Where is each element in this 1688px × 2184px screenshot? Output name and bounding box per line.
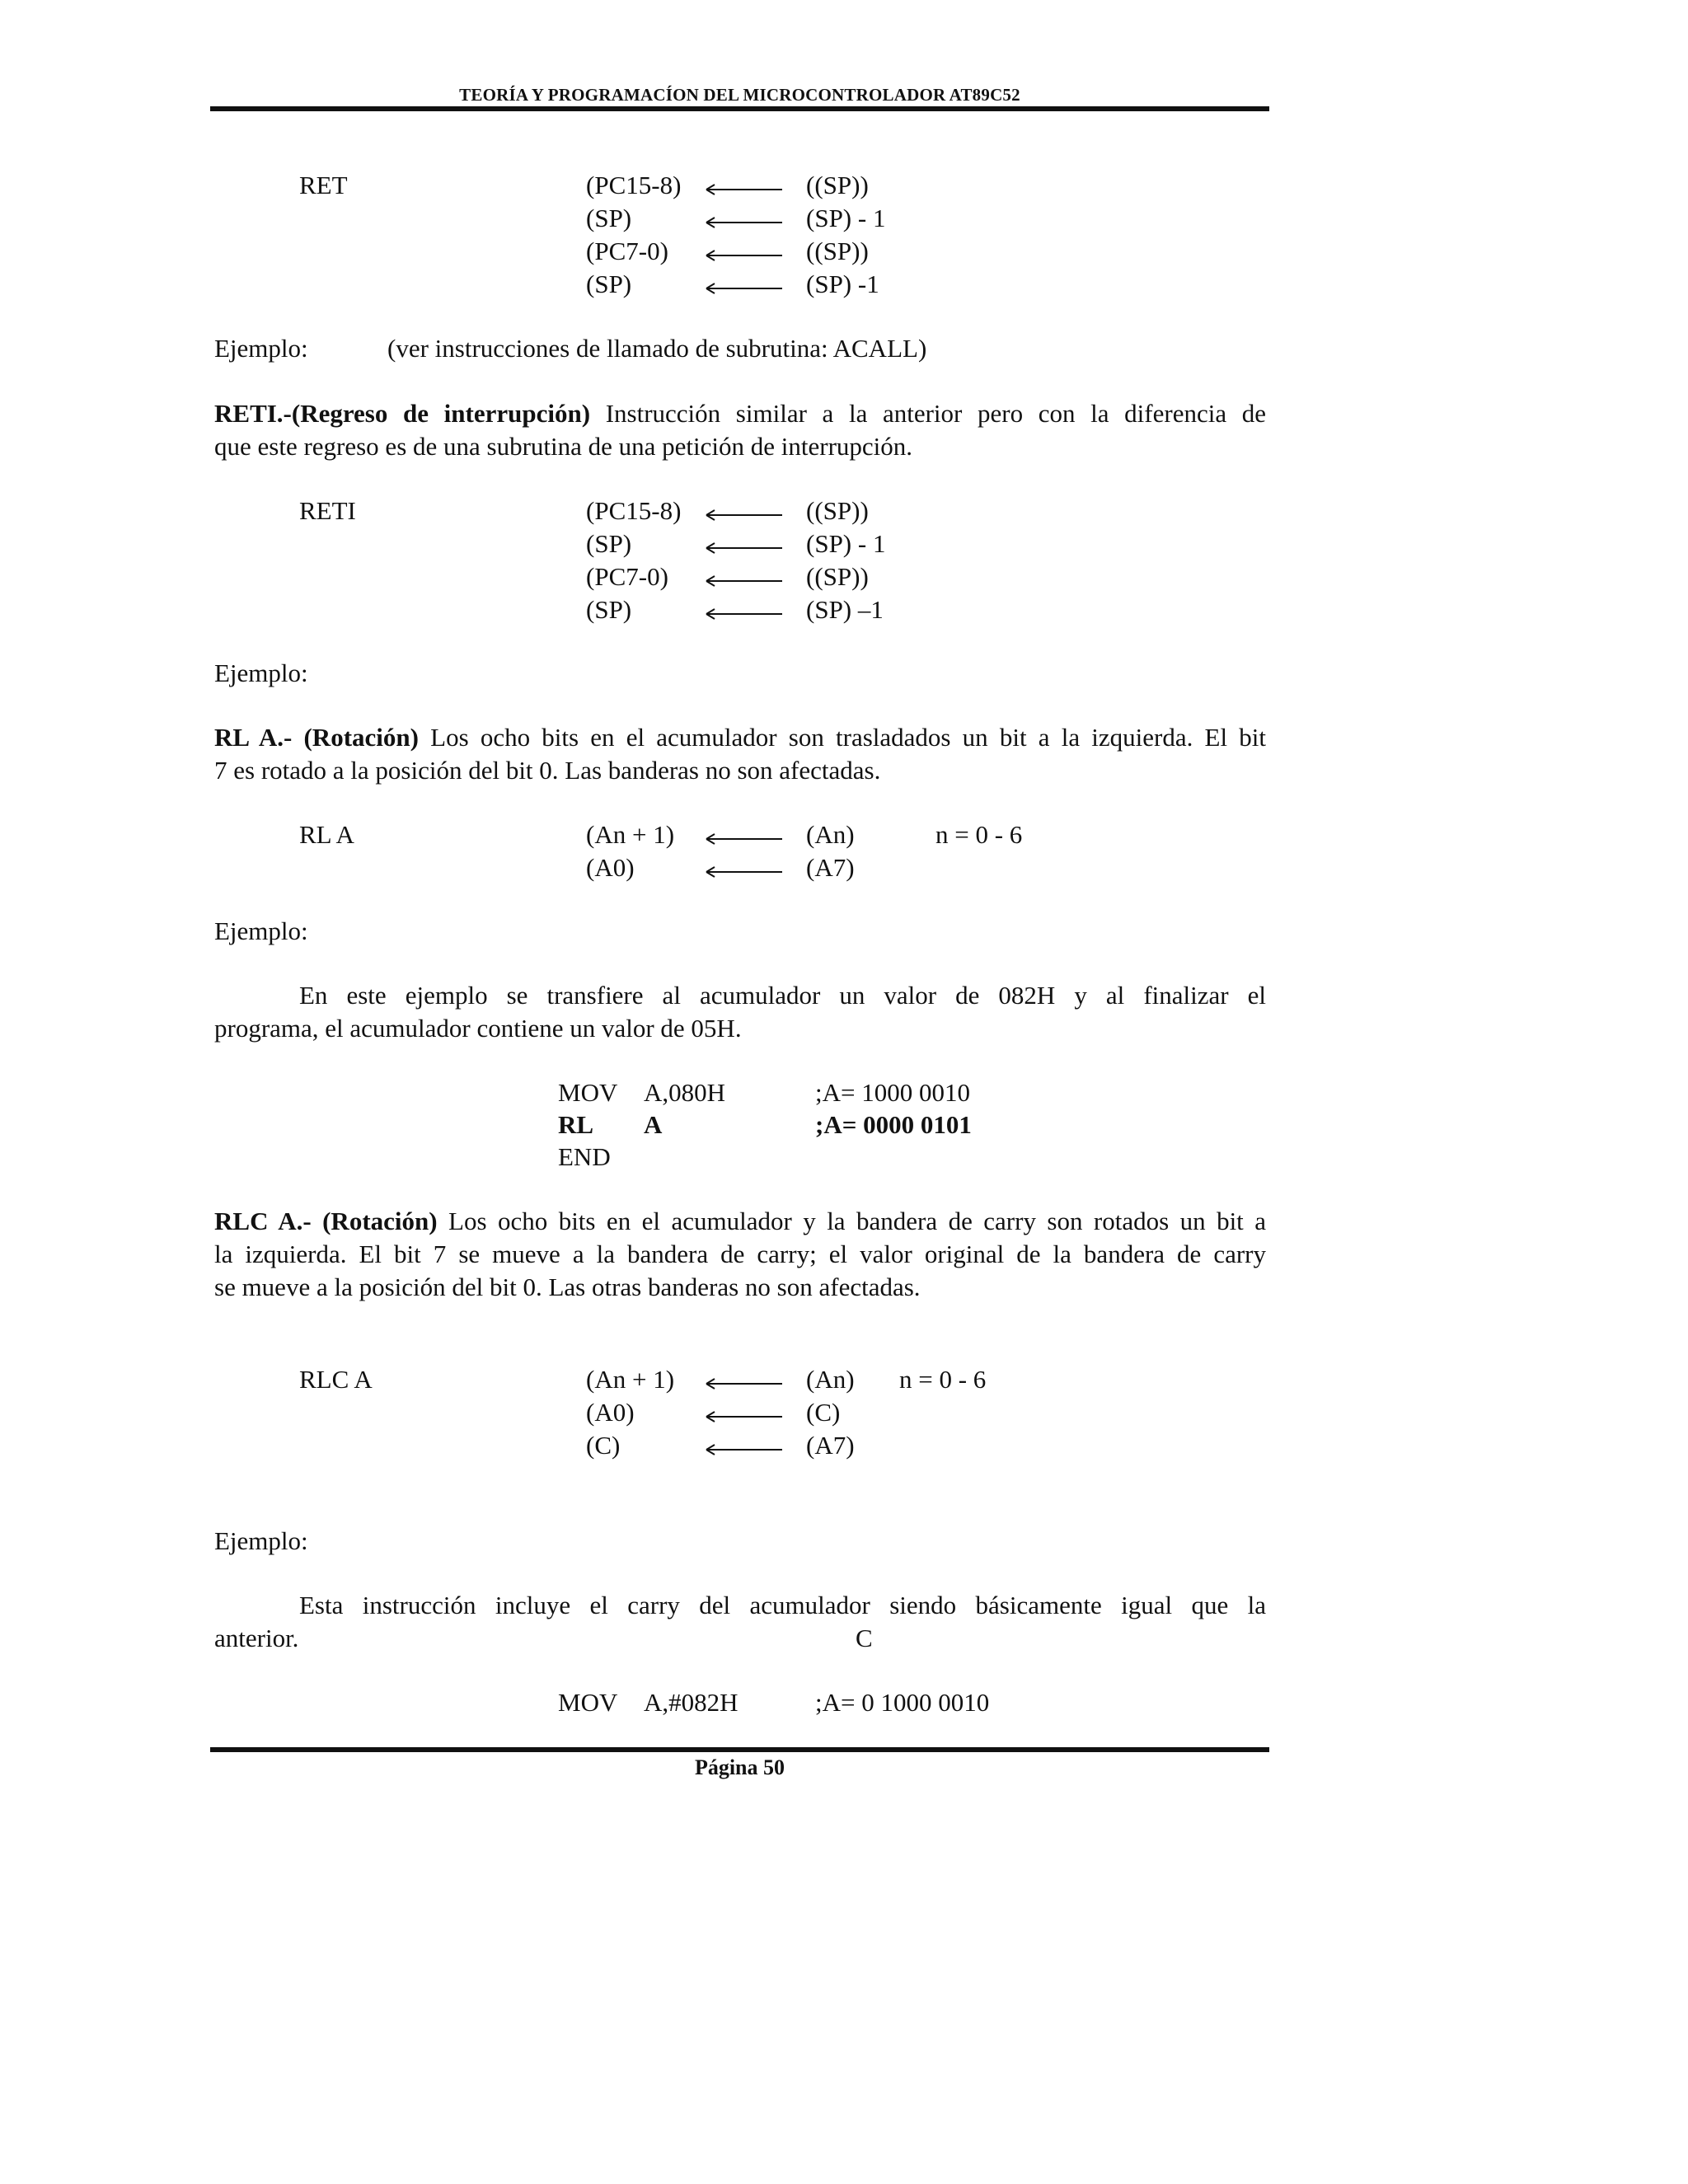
header-rule bbox=[210, 106, 1269, 111]
rlc-description bbox=[214, 1205, 1266, 1304]
rl-example-line2: programa, el acumulador contiene un valor de 05H. bbox=[214, 1014, 742, 1043]
left-arrow-icon bbox=[705, 833, 784, 845]
left-arrow-icon bbox=[705, 866, 784, 878]
reti-op-dest: (SP) bbox=[586, 595, 632, 624]
left-arrow-icon bbox=[705, 283, 784, 294]
running-header: TEORÍA Y PROGRAMACÍON DEL MICROCONTROLADOR AT89C52 bbox=[459, 85, 1020, 105]
rl-title: RL A.- (Rotación) bbox=[214, 723, 419, 752]
rl-example-label: Ejemplo: bbox=[214, 916, 308, 945]
left-arrow-icon bbox=[705, 542, 784, 554]
reti-op-src: ((SP)) bbox=[806, 562, 869, 591]
rlc-op-src: (C) bbox=[806, 1398, 841, 1427]
rlc-op-note: n = 0 - 6 bbox=[899, 1365, 987, 1394]
code-op: END bbox=[558, 1142, 611, 1171]
code-comment: ;A= 1000 0010 bbox=[815, 1078, 970, 1107]
code-arg: A,#082H bbox=[644, 1688, 738, 1717]
ret-op-dest: (PC15-8) bbox=[586, 171, 682, 199]
ret-example-text: (ver instrucciones de llamado de subrutina: ACALL) bbox=[387, 334, 927, 363]
ret-op-dest: (SP) bbox=[586, 269, 632, 298]
reti-op-dest: (PC15-8) bbox=[586, 496, 682, 525]
rlc-op-dest: (An + 1) bbox=[586, 1365, 675, 1394]
code-op: MOV bbox=[558, 1688, 618, 1717]
footer-rule bbox=[210, 1747, 1269, 1752]
rl-desc-line2: 7 es rotado a la posición del bit 0. Las banderas no son afectadas. bbox=[214, 756, 881, 785]
rlc-mnemonic: RLC A bbox=[299, 1365, 373, 1394]
rlc-example-line2: anterior. bbox=[214, 1624, 299, 1652]
code-arg: A bbox=[644, 1110, 663, 1139]
code-comment: ;A= 0 1000 0010 bbox=[815, 1688, 990, 1717]
rlc-desc-line1: Los ocho bits en el acumulador y la bandera de carry son rotados un bit a bbox=[437, 1207, 1266, 1235]
ret-op-src: ((SP)) bbox=[806, 237, 869, 265]
rlc-op-src: (An) bbox=[806, 1365, 855, 1394]
rlc-example-line1: Esta instrucción incluye el carry del acumulador siendo básicamente igual que la bbox=[299, 1591, 1266, 1619]
ret-example-label: Ejemplo: bbox=[214, 334, 308, 363]
rlc-op-dest: (C) bbox=[586, 1431, 621, 1460]
ret-op-src: ((SP)) bbox=[806, 171, 869, 199]
ret-op-dest: (PC7-0) bbox=[586, 237, 668, 265]
ret-op-dest: (SP) bbox=[586, 204, 632, 232]
reti-mnemonic: RETI bbox=[299, 496, 356, 525]
rl-example-line1: En este ejemplo se transfiere al acumulador un valor de 082H y al finalizar el bbox=[299, 981, 1266, 1010]
left-arrow-icon bbox=[705, 1378, 784, 1390]
code-op: RL bbox=[558, 1110, 594, 1139]
rl-op-src: (An) bbox=[806, 820, 855, 849]
rlc-op-dest: (A0) bbox=[586, 1398, 635, 1427]
ret-mnemonic: RET bbox=[299, 171, 348, 199]
reti-op-dest: (PC7-0) bbox=[586, 562, 668, 591]
rlc-desc-line3: se mueve a la posición del bit 0. Las otras banderas no son afectadas. bbox=[214, 1272, 921, 1301]
carry-mark: C bbox=[856, 1624, 873, 1652]
reti-title: RETI.-(Regreso de interrupción) bbox=[214, 399, 591, 428]
rlc-desc-line2: la izquierda. El bit 7 se mueve a la bandera de carry; el valor original de la bandera de carry bbox=[214, 1240, 1266, 1268]
rlc-example-paragraph bbox=[214, 1589, 1266, 1655]
rl-example-paragraph bbox=[214, 979, 1266, 1045]
rlc-example-label: Ejemplo: bbox=[214, 1526, 308, 1555]
left-arrow-icon bbox=[705, 1444, 784, 1455]
reti-op-src: ((SP)) bbox=[806, 496, 869, 525]
rl-op-note: n = 0 - 6 bbox=[935, 820, 1023, 849]
reti-example-label: Ejemplo: bbox=[214, 658, 308, 687]
rl-op-dest: (An + 1) bbox=[586, 820, 675, 849]
rl-description bbox=[214, 721, 1266, 787]
reti-desc-line1: Instrucción similar a la anterior pero con la diferencia de bbox=[590, 399, 1266, 428]
left-arrow-icon bbox=[705, 608, 784, 620]
ret-op-src: (SP) - 1 bbox=[806, 204, 886, 232]
left-arrow-icon bbox=[705, 509, 784, 521]
rl-mnemonic: RL A bbox=[299, 820, 354, 849]
rl-desc-line1: Los ocho bits en el acumulador son trasladados un bit a la izquierda. El bit bbox=[418, 723, 1266, 752]
reti-desc-line2: que este regreso es de una subrutina de una petición de interrupción. bbox=[214, 432, 913, 461]
rlc-op-src: (A7) bbox=[806, 1431, 855, 1460]
left-arrow-icon bbox=[705, 575, 784, 587]
page-number: Página 50 bbox=[694, 1755, 785, 1779]
left-arrow-icon bbox=[705, 217, 784, 228]
reti-op-src: (SP) - 1 bbox=[806, 529, 886, 558]
ret-op-src: (SP) -1 bbox=[806, 269, 879, 298]
left-arrow-icon bbox=[705, 250, 784, 261]
code-op: MOV bbox=[558, 1078, 618, 1107]
rl-op-dest: (A0) bbox=[586, 853, 635, 882]
reti-op-src: (SP) –1 bbox=[806, 595, 884, 624]
left-arrow-icon bbox=[705, 184, 784, 195]
reti-description bbox=[214, 397, 1266, 463]
reti-op-dest: (SP) bbox=[586, 529, 632, 558]
rl-op-src: (A7) bbox=[806, 853, 855, 882]
rlc-title: RLC A.- (Rotación) bbox=[214, 1207, 438, 1235]
code-arg: A,080H bbox=[644, 1078, 726, 1107]
left-arrow-icon bbox=[705, 1411, 784, 1422]
code-comment: ;A= 0000 0101 bbox=[815, 1110, 972, 1139]
